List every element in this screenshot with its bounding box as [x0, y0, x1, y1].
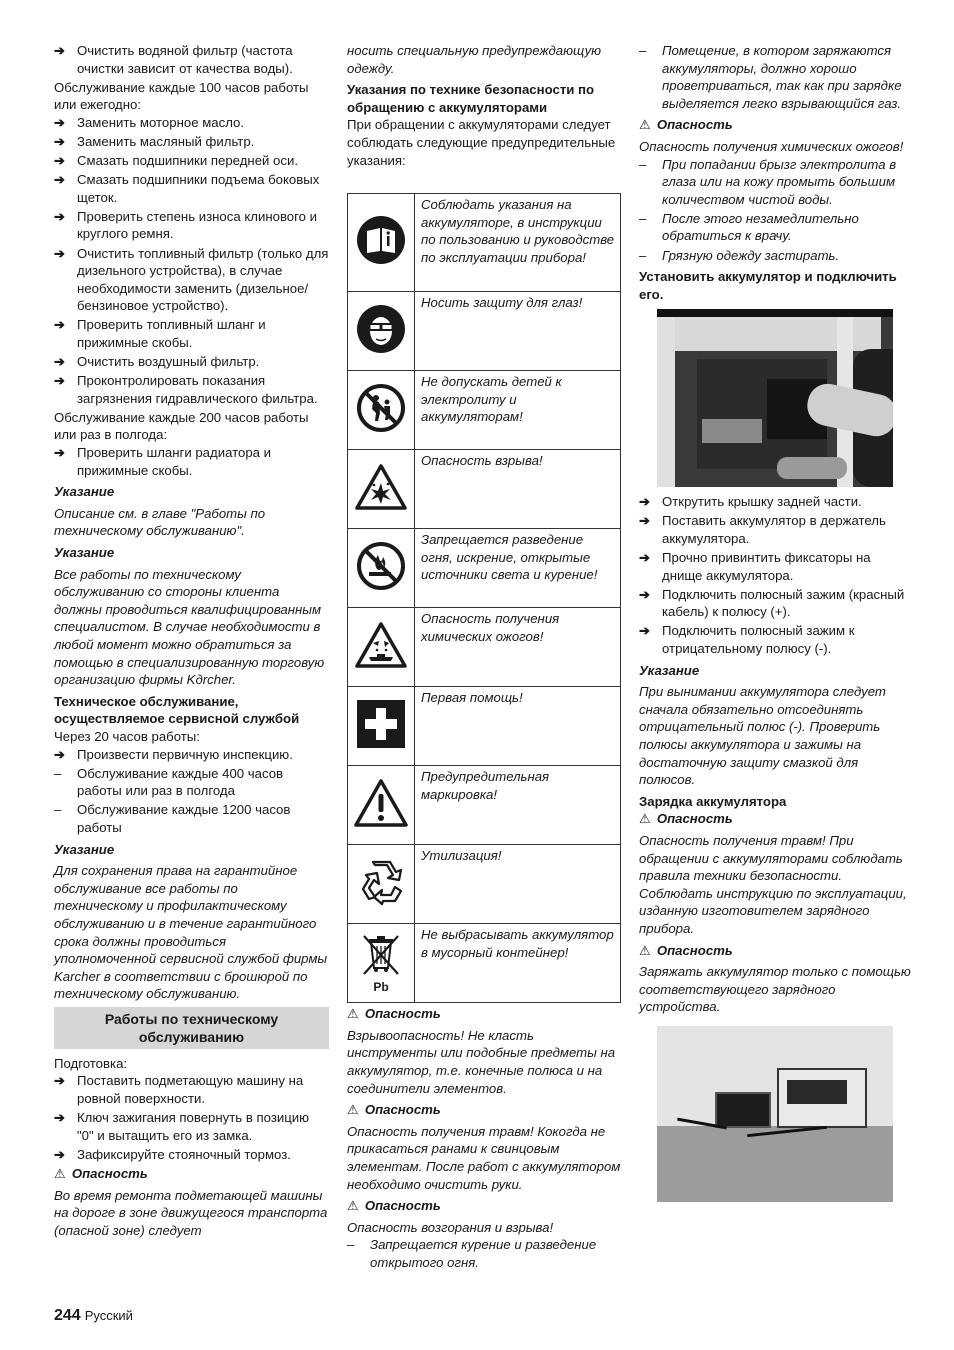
danger-text: Опасность получения травм! При обращении с аккумуляторами соблюдать правила техники безопасности. Соблюдать инструкцию по эксплуатации, изданную изготовителем зарядного прибора. [639, 833, 907, 936]
list [639, 42, 914, 112]
page-number: 244 [54, 1307, 81, 1324]
column-1 [54, 42, 329, 1239]
column-3 [639, 42, 914, 1202]
heading: Установить аккумулятор и подключить его. [639, 269, 897, 302]
heading: Зарядка аккумулятора [639, 793, 787, 809]
danger-text: Заряжать аккумулятор только с помощью соответствующего зарядного устройства. [639, 964, 911, 1015]
danger-text: Опасность получения травм! Кокогда не прикасаться ранами к свинцовым элементам. После работ с аккумулятором необходимо очистить руки. [347, 1123, 621, 1192]
list-item: ➔ Проверить топливный шланг и прижимные скобы. [54, 316, 329, 351]
table-cell: Носить защиту для глаз! [415, 292, 621, 371]
list-item: ➔ Очистить водяной фильтр (частота очистки зависит от качества воды). [54, 42, 329, 77]
battery-install-photo [657, 309, 893, 487]
table-row [348, 292, 621, 371]
table-cell: Утилизация! [415, 845, 621, 924]
danger-title: ⚠ Опасность [639, 942, 914, 960]
list-item: ➔ Подключить полюсный зажим (красный кабель) к полюсу (+). [639, 586, 914, 621]
note-text: Все работы по техническому обслуживанию со стороны клиента должны проводиться квалифицированным специалистом. В случае необходимости в любой момент можно обратиться за помощью в специализированную торговую организацию фирмы Kдrcher. [54, 566, 325, 688]
paragraph: Через 20 часов работы: [54, 728, 200, 744]
table-row [348, 371, 621, 450]
list [54, 444, 329, 479]
table-row [348, 845, 621, 924]
safety-symbols-table [347, 193, 621, 1003]
table-cell: Первая помощь! [415, 687, 621, 766]
table-row [348, 450, 621, 529]
warning-triangle-icon [348, 766, 415, 845]
section-heading: Работы по техническому обслуживанию [54, 1007, 329, 1049]
list-item: ➔ Проверить степень износа клинового и круглого ремня. [54, 208, 329, 243]
note-title: Указание [54, 484, 115, 500]
note-title: Указание [639, 662, 700, 678]
column-2 [347, 42, 621, 1273]
list-item: ➔ Ключ зажигания повернуть в позицию "0" и вытащить его из замка. [54, 1109, 329, 1144]
list-item: ➔ Поставить подметающую машину на ровной поверхности. [54, 1072, 329, 1107]
list-item: – Обслуживание каждые 1200 часов работы [54, 801, 329, 836]
danger-text: Опасность получения химических ожогов! [639, 138, 904, 154]
table-row [348, 194, 621, 292]
paragraph: носить специальную предупреждающую одежду. [347, 43, 602, 76]
table-row [348, 924, 621, 1003]
table-cell: Не допускать детей к электролиту и аккумуляторам! [415, 371, 621, 450]
list [639, 493, 914, 657]
note-title: Указание [54, 545, 115, 561]
list-item: ➔ Произвести первичную инспекцию. [54, 746, 329, 764]
list-item: ➔ Смазать подшипники подъема боковых щеток. [54, 171, 329, 206]
recycling-icon [348, 845, 415, 924]
table-row [348, 529, 621, 608]
note-text: Описание см. в главе "Работы по техническому обслуживанию". [54, 505, 266, 539]
table-cell: Не выбрасывать аккумулятор в мусорный контейнер! [415, 924, 621, 1003]
danger-title: ⚠ Опасность [54, 1165, 329, 1183]
list-item: – При попадании брызг электролита в глаза или на кожу промыть большим количеством чистой воды. [639, 156, 914, 209]
table-row [348, 687, 621, 766]
paragraph: Подготовка: [54, 1055, 128, 1071]
paragraph: Обслуживание каждые 100 часов работы или ежегодно: [54, 79, 309, 113]
table-cell: Опасность получения химических ожогов! [415, 608, 621, 687]
list-item: ➔ Зафиксируйте стояночный тормоз. [54, 1146, 329, 1164]
note-title: Указание [54, 841, 115, 857]
list-item: ➔ Прочно привинтить фиксаторы на днище аккумулятора. [639, 549, 914, 584]
list [54, 746, 329, 764]
danger-text: Во время ремонта подметающей машины на дороге в зоне движущегося транспорта (опасной зоне) следует [54, 1187, 328, 1238]
first-aid-icon [348, 687, 415, 766]
danger-title: ⚠ Опасность [347, 1101, 621, 1119]
danger-title: ⚠ Опасность [347, 1005, 621, 1023]
no-fire-smoking-icon [348, 529, 415, 608]
crossed-bin-pb-icon [348, 924, 415, 1003]
danger-title: ⚠ Опасность [347, 1197, 621, 1215]
table-cell: Опасность взрыва! [415, 450, 621, 529]
list-item: ➔ Смазать подшипники передней оси. [54, 152, 329, 170]
list-item: ➔ Очистить топливный фильтр (только для дизельного устройства), в случае необходимости заменить (дизельное/бензиновое устройство). [54, 245, 329, 315]
explosion-warning-icon [348, 450, 415, 529]
table-cell: Предупредительная маркировка! [415, 766, 621, 845]
list-item: ➔ Заменить масляный фильтр. [54, 133, 329, 151]
list-item: – Обслуживание каждые 400 часов работы или раз в полгода [54, 765, 329, 800]
list-item: ➔ Заменить моторное масло. [54, 114, 329, 132]
list-item: ➔ Проконтролировать показания загрязнения гидравлического фильтра. [54, 372, 329, 407]
danger-title: ⚠ Опасность [639, 116, 914, 134]
list-item: ➔ Открутить крышку задней части. [639, 493, 914, 511]
no-children-icon [348, 371, 415, 450]
list-item: ➔ Поставить аккумулятор в держатель аккумулятора. [639, 512, 914, 547]
heading: Указания по технике безопасности по обращению с аккумуляторами [347, 82, 595, 115]
list [54, 765, 329, 837]
language-label: Русский [84, 1308, 133, 1323]
table-row [348, 608, 621, 687]
list-item: ➔ Проверить шланги радиатора и прижимные скобы. [54, 444, 329, 479]
list [54, 42, 329, 77]
list-item: – Грязную одежду застирать. [639, 247, 914, 265]
paragraph: Обслуживание каждые 200 часов работы или раз в полгода: [54, 409, 309, 443]
manual-book-icon [348, 194, 415, 292]
danger-text: Опасность возгорания и взрыва! [347, 1219, 554, 1235]
chemical-burn-warning-icon [348, 608, 415, 687]
table-cell: Соблюдать указания на аккумуляторе, в инструкции по пользованию и руководстве по эксплуатации прибора! [415, 194, 621, 292]
table-cell: Запрещается разведение огня, искрение, открытые источники света и курение! [415, 529, 621, 608]
list-item: – Запрещается курение и разведение открытого огня. [347, 1236, 621, 1271]
note-text: Для сохранения права на гарантийное обслуживание все работы по техническому и профилактическому обслуживанию и в течение гарантийного срока должны проводиться уполномоченной сервисной службой фирмы Karcher в соответствии с брошюрой по техническому обслуживанию. [54, 863, 328, 1002]
list [54, 114, 329, 408]
list-item: – После этого незамедлительно обратиться к врачу. [639, 210, 914, 245]
eye-protection-icon [348, 292, 415, 371]
page-footer [54, 1307, 133, 1325]
list-item: – Помещение, в котором заряжаются аккумуляторы, должно хорошо проветриваться, так как при зарядке выделяется легко взрывающийся газ. [639, 42, 914, 112]
danger-title: ⚠ Опасность [639, 810, 914, 828]
list [347, 1236, 621, 1271]
table-row [348, 766, 621, 845]
list [639, 156, 914, 265]
list-item: ➔ Очистить воздушный фильтр. [54, 353, 329, 371]
danger-text: Взрывоопасность! Не класть инструменты или подобные предметы на аккумулятор, т.е. конечные полюса и на соединители элементов. [347, 1027, 616, 1096]
paragraph: При обращении с аккумуляторами следует соблюдать следующие предупредительные указания: [347, 117, 616, 168]
pb-label: Pb [373, 979, 389, 994]
battery-charger-photo [657, 1026, 893, 1202]
note-text: При вынимании аккумулятора следует сначала обязательно отсоединять отрицательный полюс (-). Проверить полюсы аккумулятора и зажимы на достаточную защиту смазкой для полюсов. [639, 684, 886, 788]
heading: Техническое обслуживание, осуществляемое сервисной службой [54, 693, 300, 727]
list [54, 1072, 329, 1163]
list-item: ➔ Подключить полюсный зажим к отрицательному полюсу (-). [639, 622, 914, 657]
